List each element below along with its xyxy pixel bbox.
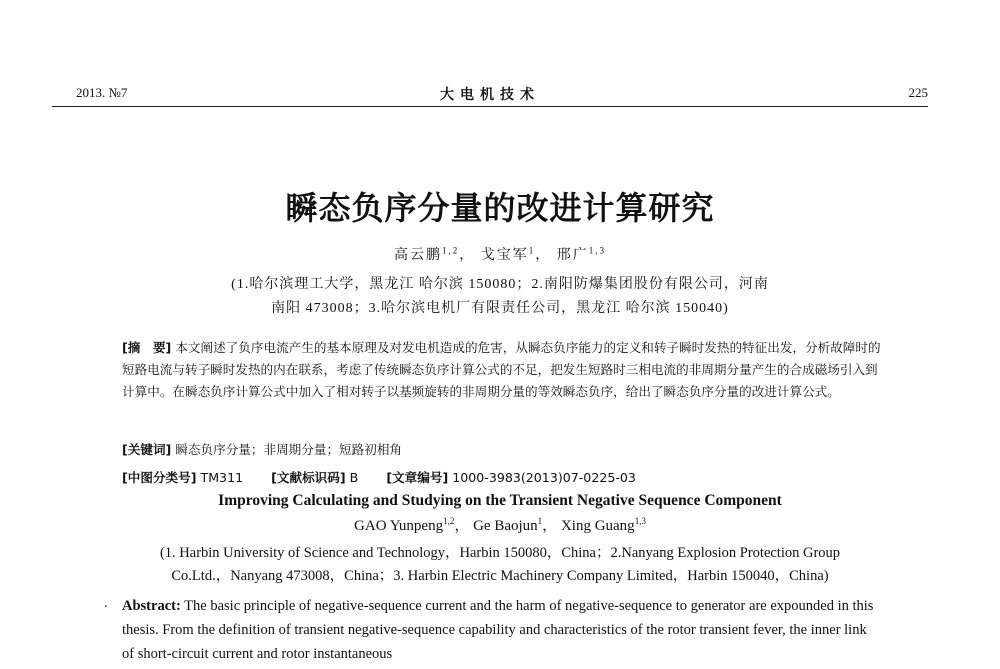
clc-value: TM311 <box>200 470 244 485</box>
paper-title-cn: 瞬态负序分量的改进计算研究 <box>285 189 715 227</box>
authors-cn: 高云鹏$^{1,2}$， 戈宝军$^1$， 邢广$^{1,3}$ <box>394 245 606 263</box>
issue-number: 2013. №7 <box>76 85 128 100</box>
author-1-cn: 高云鹏 <box>394 248 442 263</box>
article-number-label: [文章编号] <box>386 470 449 485</box>
author-1-en-affil: 1,2 <box>443 516 455 526</box>
page-number: 225 <box>908 85 928 100</box>
keywords-cn-text: 瞬态负序分量；非周期分量；短路初相角 <box>175 442 402 457</box>
doc-code-label: [文献标识码] <box>271 470 346 485</box>
abstract-cn <box>122 337 882 403</box>
authors-en: GAO Yunpeng$^{1,2}$， Ge Baojun$^1$， Xing Guang$^{1,3}$ <box>354 516 646 534</box>
article-number-value: 1000-3983(2013)07-0225-03 <box>452 470 636 485</box>
author-1-cn-affil: 1,2 <box>442 245 460 256</box>
clc-label: [中图分类号] <box>122 470 197 485</box>
paper-title-en: Improving Calculating and Studying on the Transient Negative Sequence Component <box>218 492 782 509</box>
affiliation-cn-line-1: (1.哈尔滨理工大学，黑龙江 哈尔滨 150080；2.南阳防爆集团股份有限公司，河南 <box>231 277 769 292</box>
affiliation-en-line-2: Co.Ltd.，Nanyang 473008，China；3. Harbin Electric Machinery Company Limited，Harbin 150040，China) <box>171 568 829 584</box>
author-2-cn-affil: 1 <box>528 245 536 256</box>
margin-mark: . <box>104 596 108 611</box>
abstract-en-label: Abstract: <box>122 598 181 614</box>
author-2-cn: 戈宝军 <box>480 248 529 263</box>
abstract-en-text: The basic principle of negative-sequence current and the harm of negative-sequence to generator are expounded in this thesis. From the definition of transient negative-sequence capability and characteristics of the rotor transient fever, the inner link of short-circuit current and rotor instantaneous <box>122 598 874 662</box>
author-2-en-affil: 1 <box>537 516 543 526</box>
doc-code-value: B <box>349 470 359 485</box>
abstract-cn-label: [摘 要] <box>122 340 172 355</box>
journal-name: 大电机技术 <box>440 88 540 103</box>
author-1-en: GAO Yunpeng <box>354 518 444 534</box>
author-3-cn-affil: 1,3 <box>588 245 606 256</box>
abstract-cn-text: 本文阐述了负序电流产生的基本原理及对发电机造成的危害，从瞬态负序能力的定义和转子瞬时发热的特征出发，分析故障时的短路电流与转子瞬时发热的内在联系，考虑了传统瞬态负序计算公式的不足，把发生短路时三相电流的非周期分量产生的合成磁场引入到计算中。在瞬态负序计算公式中加入了相对转子以基频旋转的非周期分量的等效瞬态负序，给出了瞬态负序分量的改进计算公式。 <box>122 340 881 399</box>
author-3-en: Xing Guang <box>560 518 635 534</box>
affiliation-en-line-1: (1. Harbin University of Science and Technology，Harbin 150080，China；2.Nanyang Explosion Protection Group <box>159 545 841 561</box>
keywords-cn <box>122 439 402 458</box>
keywords-cn-label: [关键词] <box>122 442 172 457</box>
running-header <box>52 84 928 107</box>
author-3-en-affil: 1,3 <box>634 516 646 526</box>
abstract-en <box>122 594 882 666</box>
author-3-cn: 邢广 <box>556 248 589 263</box>
author-2-en: Ge Baojun <box>473 518 538 534</box>
classification-line <box>122 467 636 486</box>
affiliation-cn-line-2: 南阳 473008；3.哈尔滨电机厂有限责任公司，黑龙江 哈尔滨 150040) <box>271 301 729 316</box>
